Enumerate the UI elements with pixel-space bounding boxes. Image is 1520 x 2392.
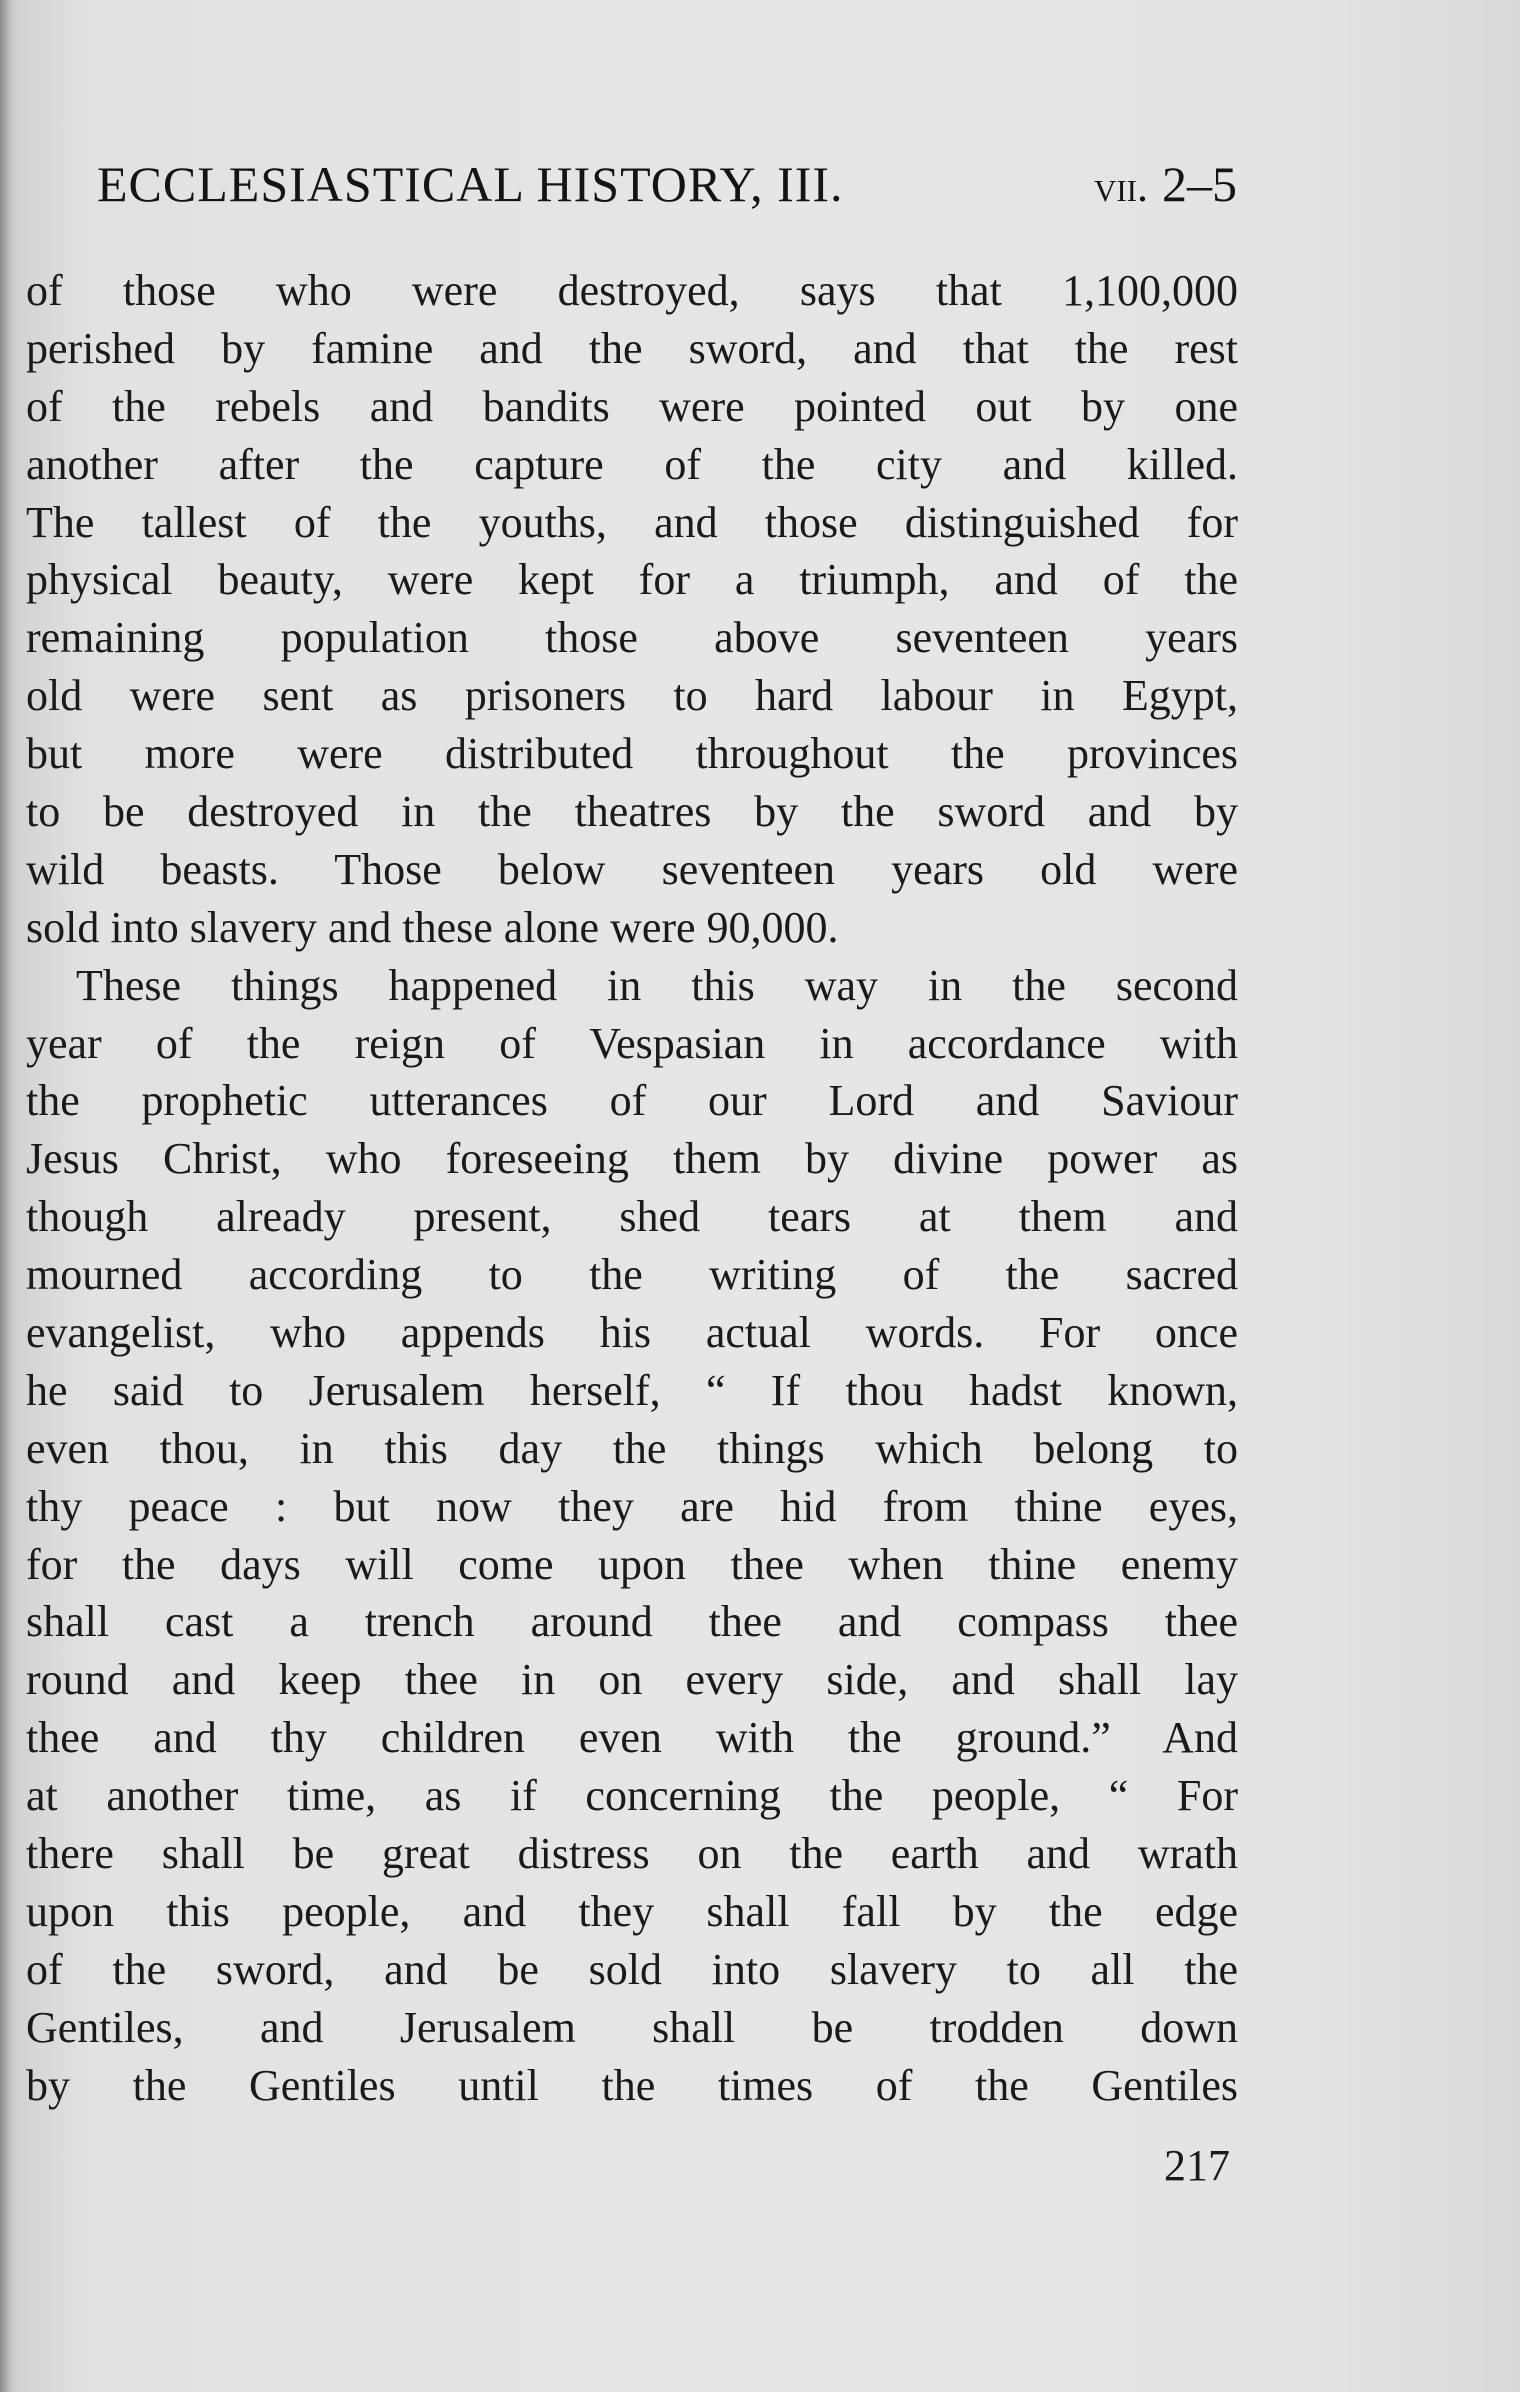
text-line: the prophetic utterances of our Lord and Saviour [26, 1076, 1238, 1126]
text-line: The tallest of the youths, and those distinguished for [26, 497, 1238, 547]
text-line: upon this people, and they shall fall by the edge [26, 1886, 1238, 1936]
text-line: old were sent as prisoners to hard labour in Egypt, [26, 671, 1238, 721]
body-text [26, 262, 1238, 2115]
text-line: perished by famine and the sword, and that the rest [26, 323, 1238, 373]
text-line: by the Gentiles until the times of the Gentiles [26, 2060, 1238, 2110]
header-chapter: vii. [1093, 162, 1148, 211]
text-line: remaining population those above seventeen years [26, 613, 1238, 663]
text-line: thy peace : but now they are hid from thine eyes, [26, 1481, 1238, 1531]
text-line: thee and thy children even with the ground.” And [26, 1713, 1238, 1763]
text-line: Jesus Christ, who foreseeing them by divine power as [26, 1134, 1238, 1184]
text-line: though already present, shed tears at them and [26, 1192, 1238, 1242]
running-header [97, 155, 1237, 225]
text-line: there shall be great distress on the earth and wrath [26, 1829, 1238, 1879]
paragraph-2 [26, 957, 1238, 2115]
text-line: even thou, in this day the things which belong to [26, 1423, 1238, 1473]
text-line: of those who were destroyed, says that 1,100,000 [26, 266, 1238, 315]
header-sections: 2–5 [1162, 156, 1237, 212]
text-line: of the rebels and bandits were pointed out by one [26, 381, 1238, 431]
text-line: round and keep thee in on every side, and shall lay [26, 1655, 1238, 1705]
page-number: 217 [1164, 2141, 1230, 2190]
text-line: another after the capture of the city and killed. [26, 439, 1238, 489]
text-line: mourned according to the writing of the sacred [26, 1250, 1238, 1300]
text-line: wild beasts. Those below seventeen years old were [26, 844, 1238, 894]
paragraph-1 [26, 262, 1238, 957]
text-line: evangelist, who appends his actual words. For once [26, 1308, 1238, 1358]
text-line: of the sword, and be sold into slavery to all the [26, 1944, 1238, 1994]
header-reference [1094, 155, 1237, 213]
header-title: ECCLESIASTICAL HISTORY, III. [97, 156, 844, 212]
text-line: shall cast a trench around thee and compass thee [26, 1597, 1238, 1647]
text-line: but more were distributed throughout the provinces [26, 729, 1238, 779]
text-line: These things happened in this way in the second [76, 960, 1238, 1010]
text-line: Gentiles, and Jerusalem shall be trodden down [26, 2002, 1238, 2052]
text-line: sold into slavery and these alone were 90,000. [26, 902, 839, 952]
text-line: he said to Jerusalem herself, “ If thou hadst known, [26, 1365, 1238, 1415]
text-line: year of the reign of Vespasian in accordance with [26, 1018, 1238, 1068]
text-line: for the days will come upon thee when thine enemy [26, 1539, 1238, 1589]
text-line: physical beauty, were kept for a triumph, and of the [26, 555, 1238, 605]
text-line: to be destroyed in the theatres by the sword and by [26, 787, 1238, 837]
text-line: at another time, as if concerning the people, “ For [26, 1771, 1238, 1821]
spine-shadow [0, 0, 18, 2392]
